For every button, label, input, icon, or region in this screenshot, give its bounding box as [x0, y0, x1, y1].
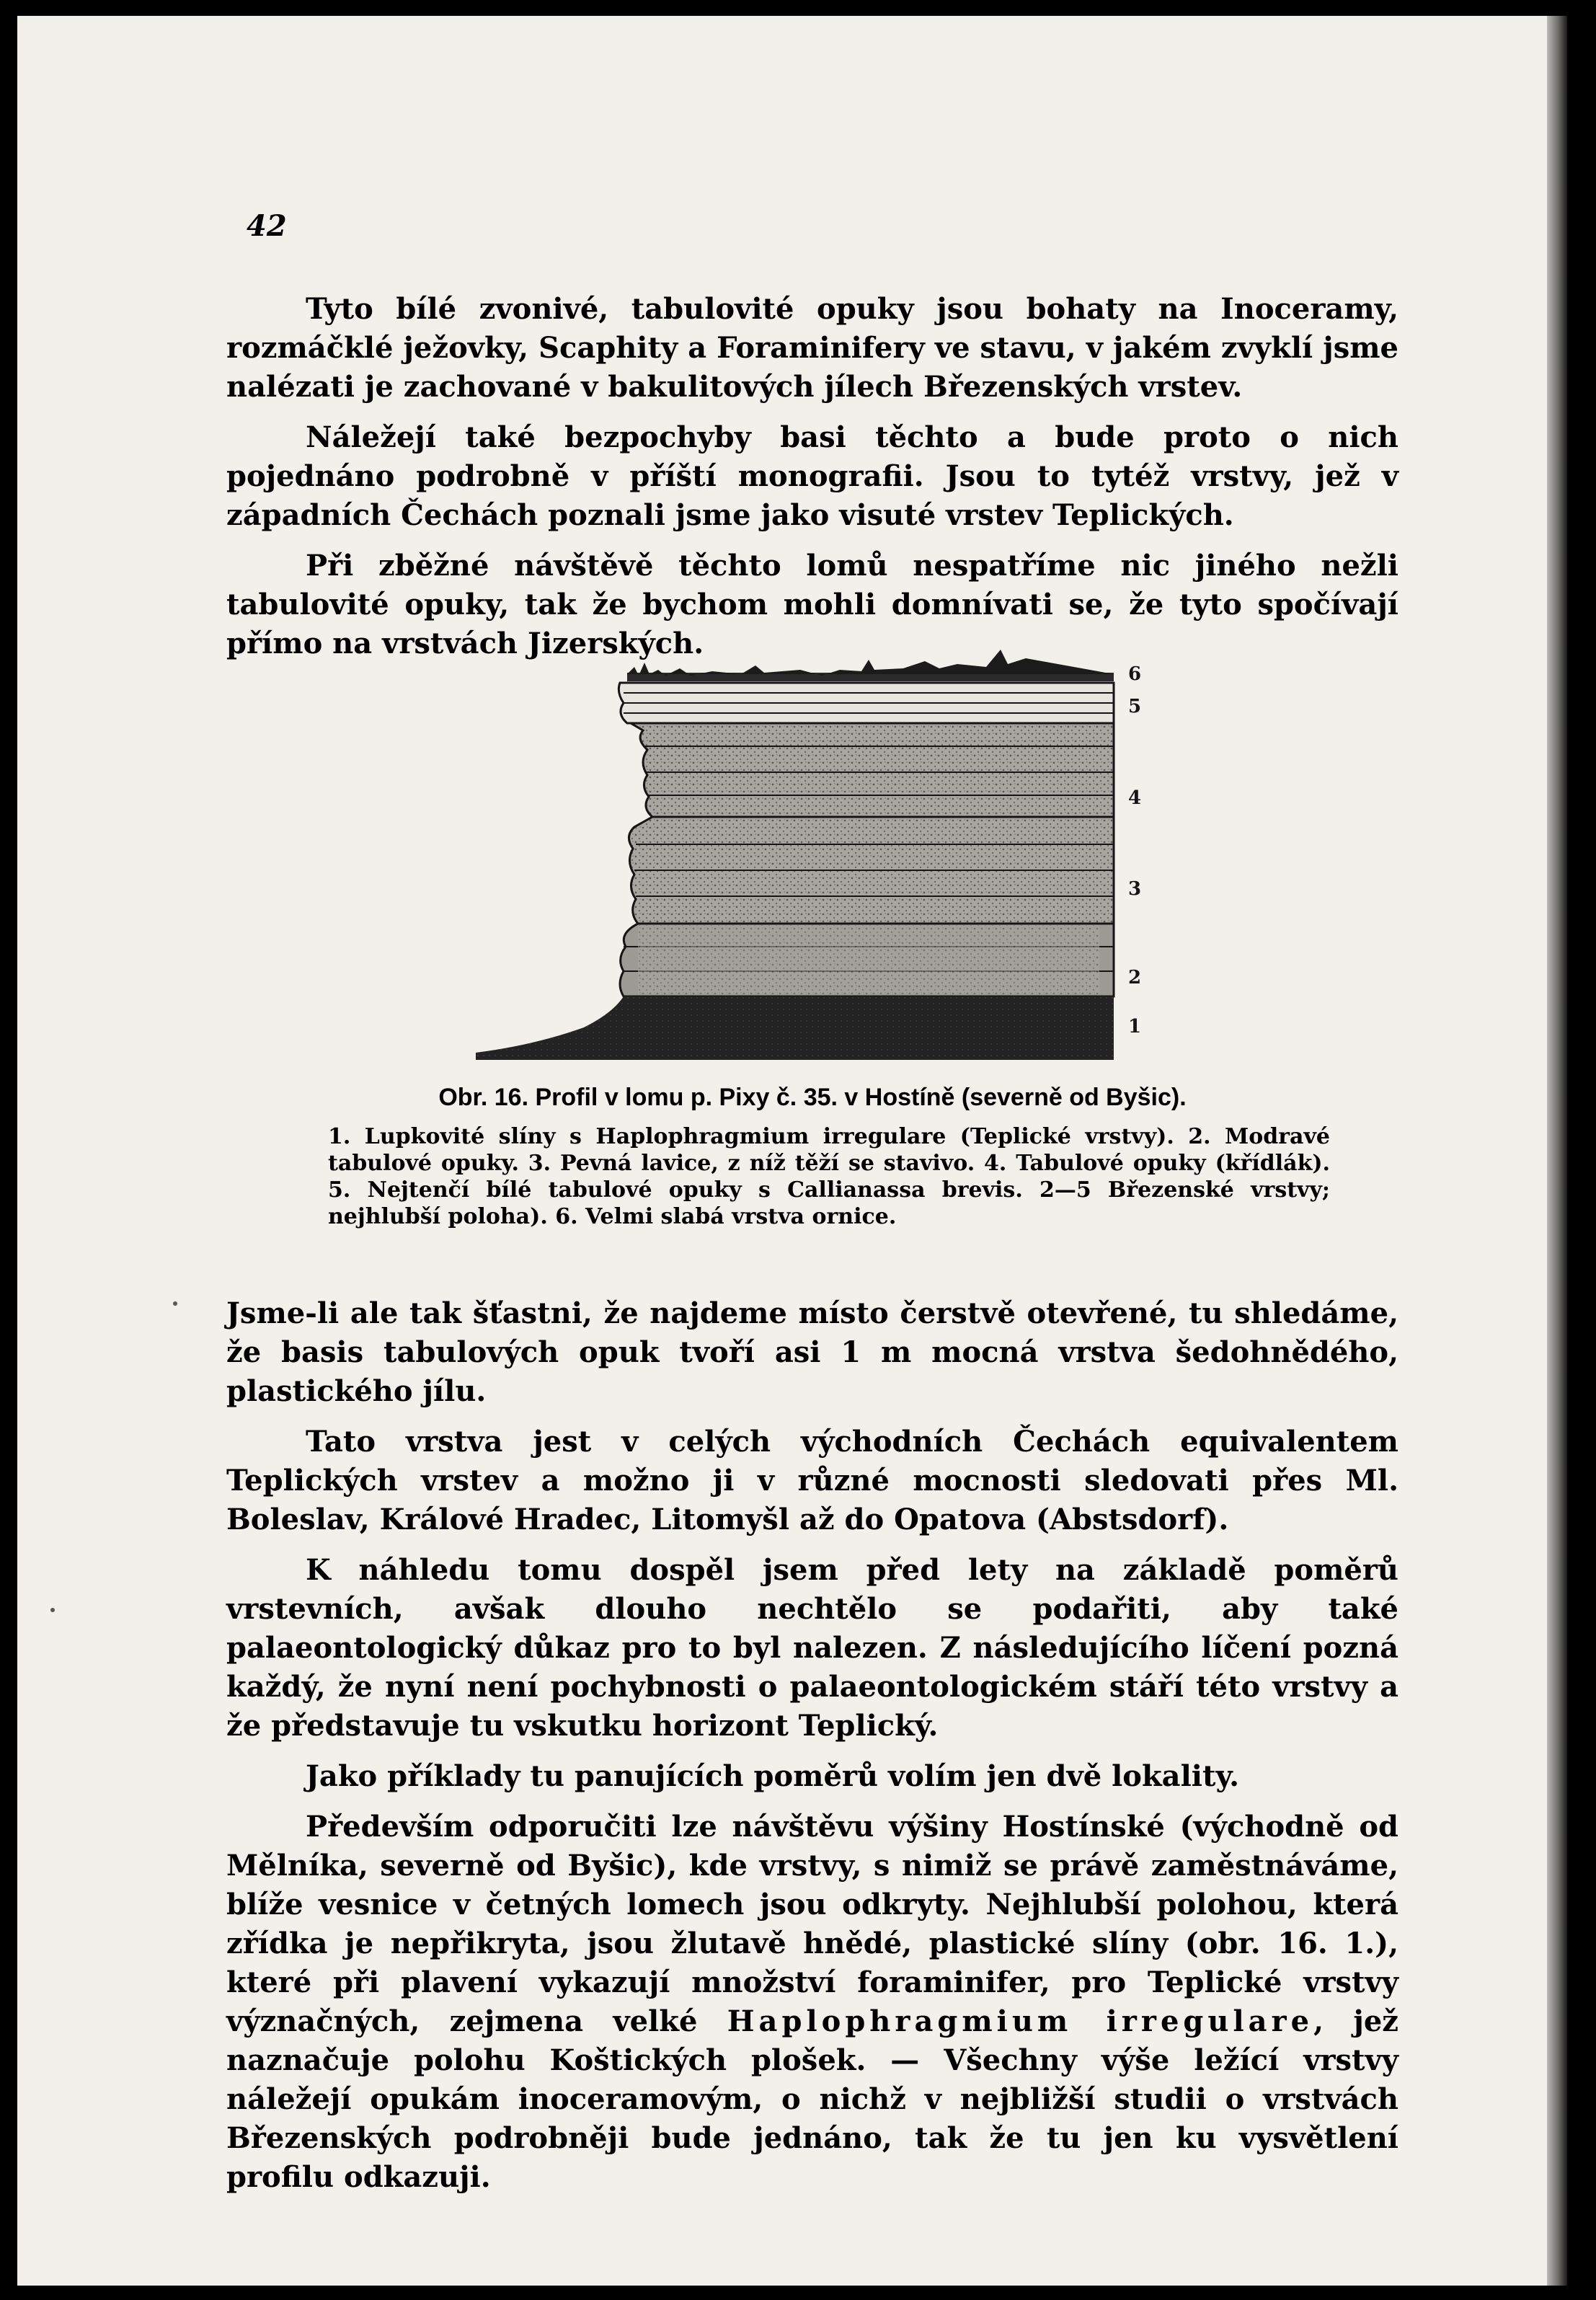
paragraph: Při zběžné návštěvě těchto lomů nespatříme nic jiného nežli tabulovité opuky, tak že bychom mohli domnívati se, že tyto spočívají přímo na vrstvách Jizerských. — [226, 549, 1398, 660]
print-speck — [173, 1301, 177, 1306]
species-name: Haplophragmium irregulare — [727, 2004, 1314, 2038]
paragraph-text: , jež naznačuje polohu Koštických plošek. — Všechny výše ležící vrstvy náležejí opukám inoceramovým, o nichž v nejbližší studii o vrstvách Březenských podrobněji bude jednáno, tak že tu jen ku vysvětlení profilu odkazuji. — [226, 2004, 1399, 2194]
vegetation — [627, 650, 1114, 676]
paragraph: Jsme-li ale tak šťastni, že najdeme místo čerstvě otevřené, tu shledáme, že basis tabulových opuk tvoří asi 1 m mocná vrstva šedohnědého, plastického jílu. — [226, 1296, 1398, 1408]
paragraph: Tato vrstva jest v celých východních Čechách equivalentem Teplických vrstev a možno ji v různé mocnosti sledovati přes Ml. Boleslav, Králové Hradec, Litomyšl až do Opatova (Abstsdorf). — [226, 1425, 1398, 1536]
figure-caption-title: Obr. 16. Profil v lomu p. Pixy č. 35. v Hostíně (severně od Byšic). — [438, 1084, 1187, 1111]
layer-label-1: 1 — [1128, 1016, 1142, 1038]
layer-1-clay — [476, 996, 1114, 1060]
paragraph: Tyto bílé zvonivé, tabulovité opuky jsou bohaty na Inoceramy, rozmáčklé ježovky, Scaphity a Foraminifery ve stavu, v jakém zvyklí jsme nalézati je zachované v bakulitových jílech Březenských vrstev. — [226, 292, 1398, 404]
page-number: 42 — [247, 209, 287, 243]
profile-illustration — [476, 638, 1161, 1067]
paragraph: Náležejí také bezpochyby basi těchto a bude proto o nich pojednáno podrobně v příští monografii. Jsou to tytéž vrstvy, jež v západních Čechách poznali jsme jako visuté vrstev Teplických. — [226, 420, 1398, 532]
paragraph: Jako příklady tu panujících poměrů volím jen dvě lokality. — [306, 1759, 1240, 1793]
layer-label-4: 4 — [1128, 787, 1142, 809]
figure-profile — [476, 638, 1161, 1067]
print-speck — [50, 1608, 55, 1612]
text-block-top — [226, 290, 1398, 675]
paragraph-last — [226, 1808, 1398, 2197]
figure-caption-legend: 1. Lupkovité slíny s Haplophragmium irregulare (Teplické vrstvy). 2. Modravé tabulové opuky. 3. Pevná lavice, z níž těží se stavivo. 4. Tabulové opuky (křídlák). 5. Nejtenčí bílé tabulové opuky s Callianassa brevis. 2—5 Březenské vrstvy; nejhlubší poloha). 6. Velmi slabá vrstva ornice. — [328, 1124, 1330, 1229]
page-edge-shadow — [1547, 16, 1567, 2286]
layer-label-3: 3 — [1128, 878, 1142, 900]
layer-label-2: 2 — [1128, 967, 1142, 988]
paragraph-text: Především odporučiti lze návštěvu výšiny Hostínské (východně od Mělníka, severně od Byšic), kde vrstvy, s nimiž se právě zaměstnáváme, blíže vesnice v četných lomech jsou odkryty. Nejhlubší polohou, která zřídka je nepřikryta, jsou žlutavě hnědé, plastické slíny (obr. 16. 1.), které při plavení vykazují množství foraminifer, pro Teplické vrstvy význačných, zejmena velké — [226, 1810, 1398, 2038]
text-block-bottom — [226, 1294, 1398, 2208]
layer-4 — [631, 723, 1114, 817]
layer-label-5: 5 — [1128, 696, 1142, 717]
paragraph: K náhledu tomu dospěl jsem před lety na základě poměrů vrstevních, avšak dlouho nechtělo se podařiti, aby také palaeontologický důkaz pro to byl nalezen. Z následujícího líčení pozná každý, že nyní není pochybnosti o palaeontologickém stáří této vrstvy a že představuje tu vskutku horizont Teplický. — [226, 1553, 1398, 1743]
layer-label-6: 6 — [1128, 663, 1142, 685]
